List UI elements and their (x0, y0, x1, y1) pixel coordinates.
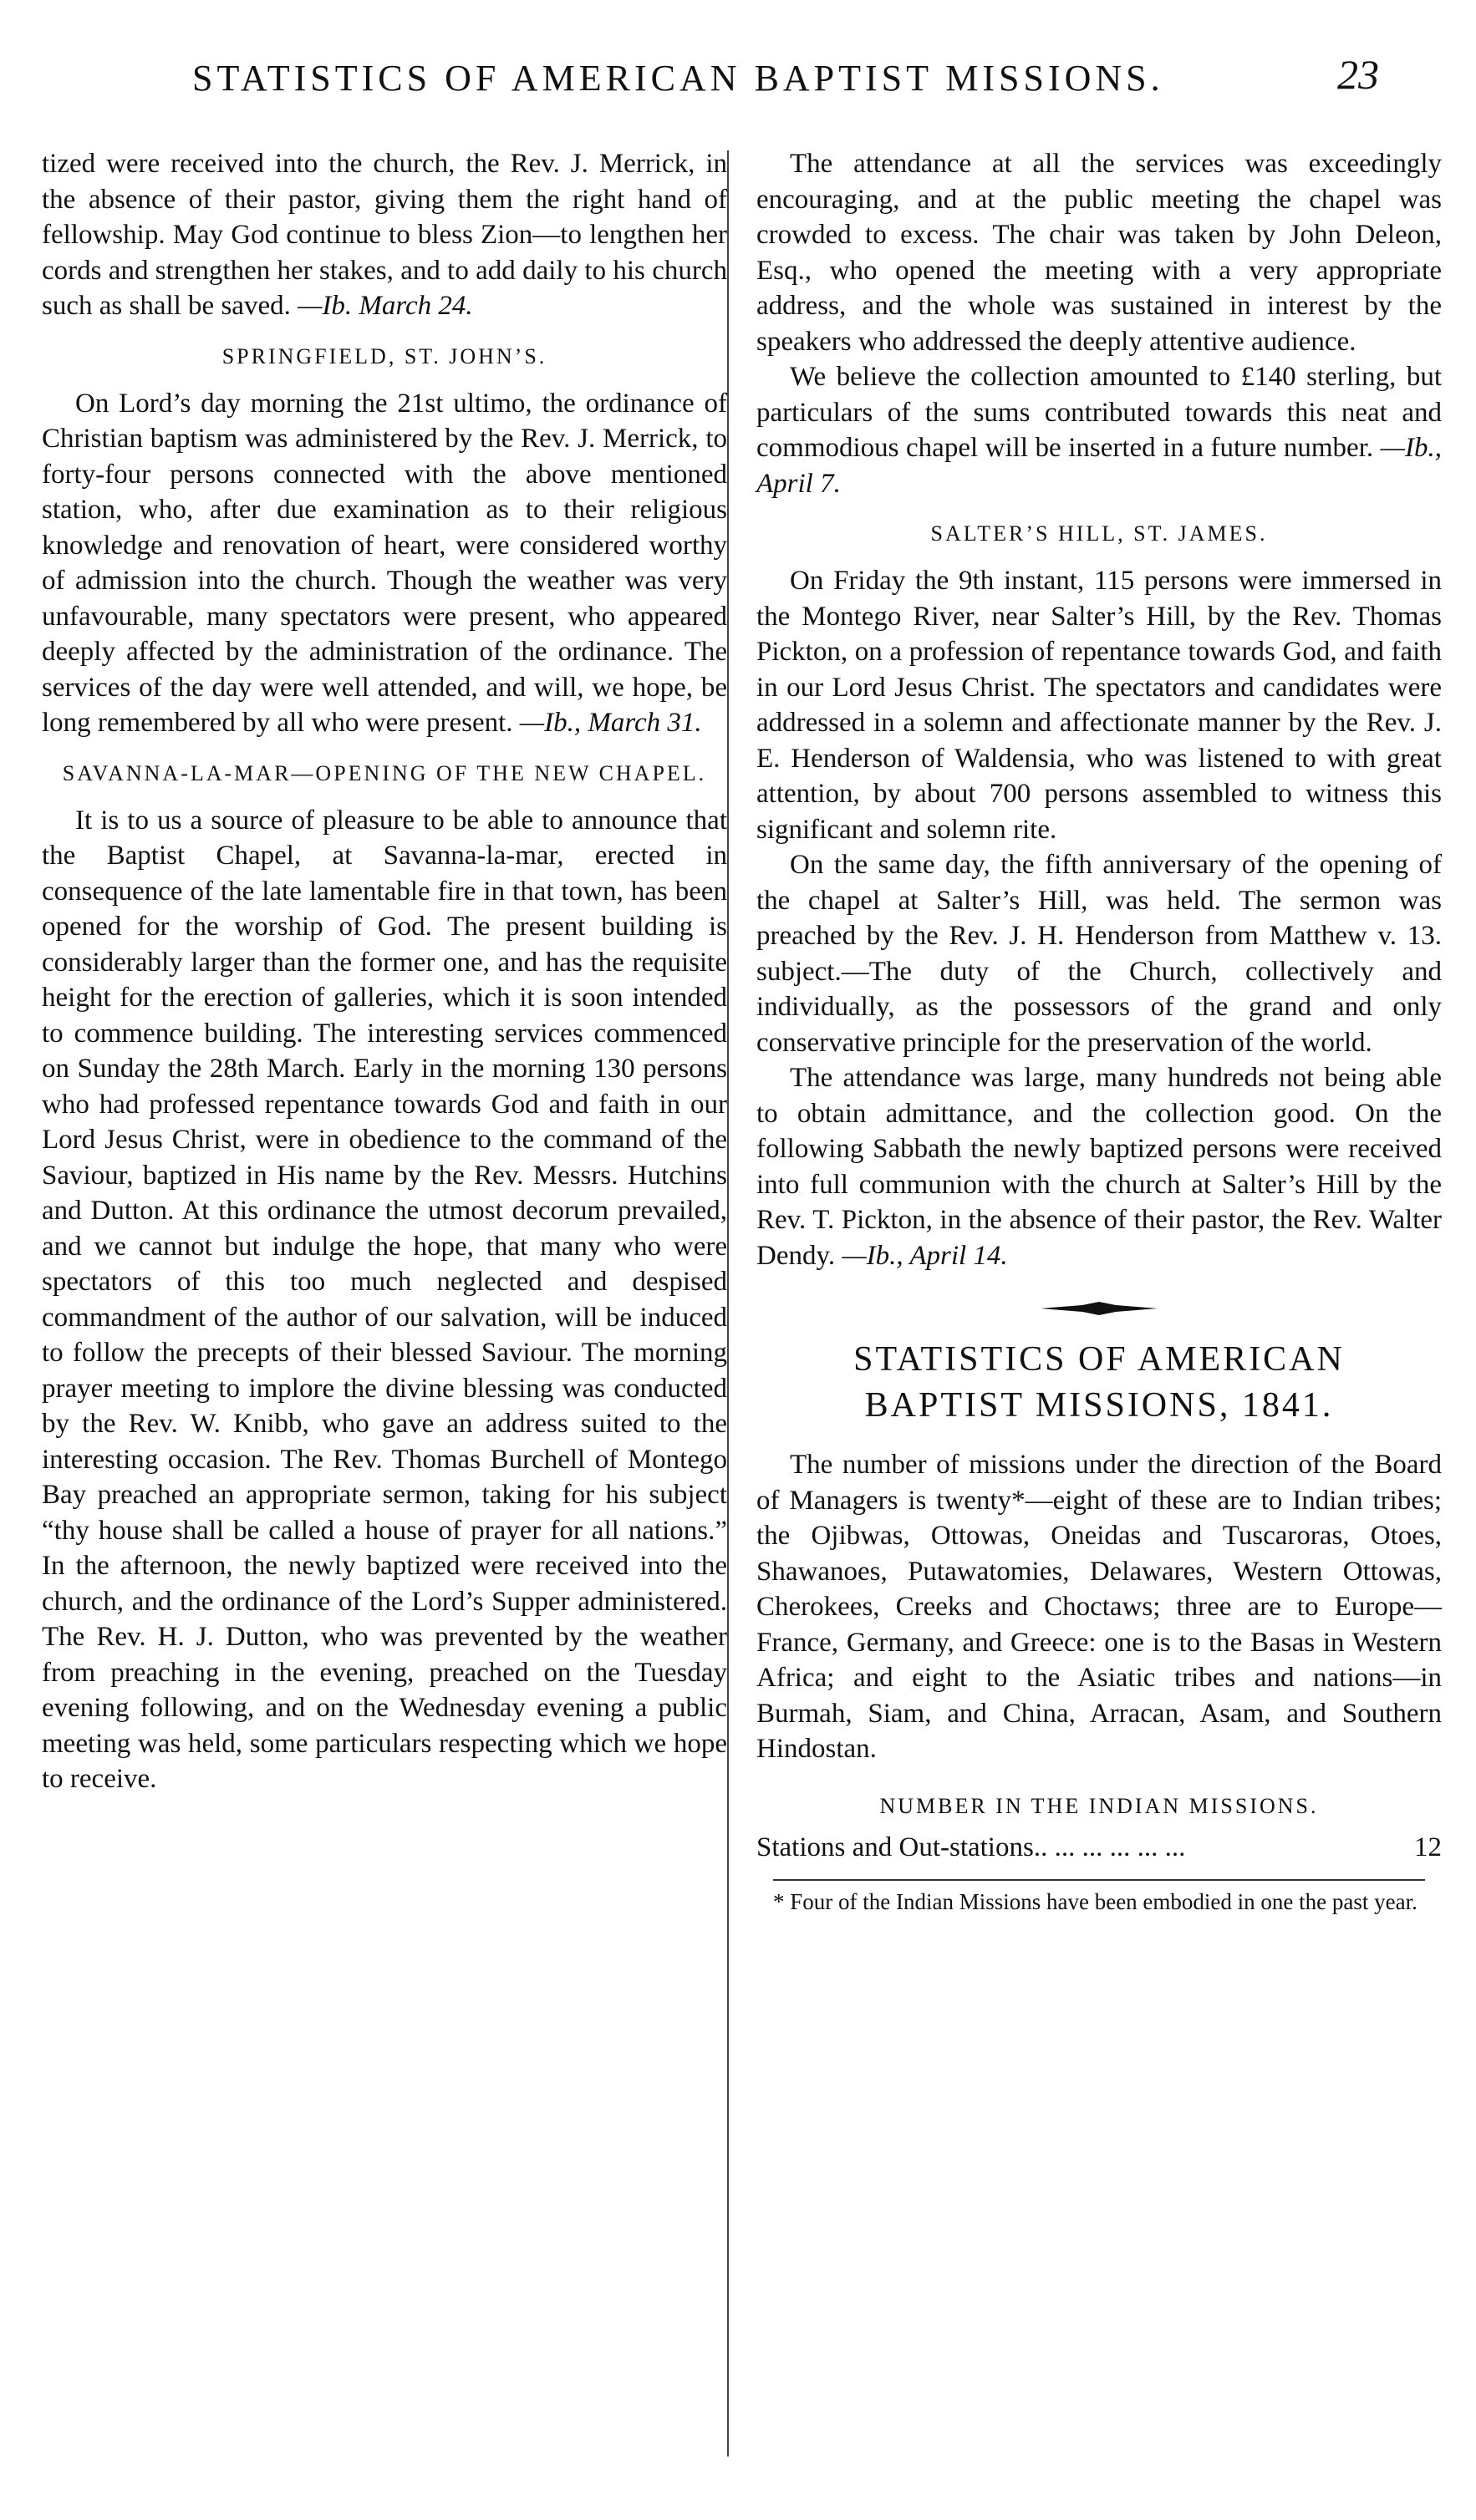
paragraph-text: The number of missions under the direction of the Board of Managers is twenty*—eight of these are to Indian tribes; the Ojibwas, Ottowas, Oneidas and Tuscaroras, Otoes, Shawanoes, Putawatomies, Delawares, Western Ottowas, Cherokees, Creeks and Choctaws; three are to Europe—France, Germany, and Greece: one is to the Basas in Western Africa; and eight to the Asiatic tribes and nations—in Burmah, Siam, and China, Arracan, Asam, and Southern Hindostan. (756, 1450, 1442, 1764)
section-title (756, 1337, 1442, 1429)
left-column (42, 146, 727, 1797)
running-head (0, 50, 1476, 109)
citation: —Ib., April 7. (756, 433, 1442, 499)
subheading-springfield: SPRINGFIELD, ST. JOHN’S. (221, 343, 547, 368)
ornament-divider-icon (1041, 1298, 1158, 1318)
stat-value: 12 (1414, 1832, 1442, 1862)
citation: —Ib. March 24. (298, 291, 473, 321)
paragraph (756, 359, 1442, 501)
paragraph-text: On Lord’s day morning the 21st ultimo, the ordinance of Christian baptism was administered by the Rev. J. Merrick, to forty-four persons connected with the above mentioned station, who, after due examination as to their religious knowledge and renovation of heart, were considered worthy of admission into the church. Though the weather was very unfavourable, many spectators were present, who appeared deeply affected by the administration of the ordinance. The services of the day were well attended, and will, we hope, be long remembered by all who were present. (42, 388, 727, 738)
footnote-rule (773, 1879, 1425, 1881)
paragraph-text: On Friday the 9th instant, 115 persons were immersed in the Montego River, near Salter’s Hill, by the Rev. Thomas Pickton, on a profession of repentance towards God, and faith in our Lord Jesus Christ. The spectators and candidates were addressed in a solemn and affectionate manner by the Rev. J. E. Henderson of Waldensia, who was listened to with great attention, by about 700 persons assembled to witness this significant and solemn rite. (756, 566, 1442, 845)
paragraph (756, 847, 1442, 1060)
right-column (756, 146, 1442, 1916)
paragraph (756, 1447, 1442, 1767)
paragraph-text: We believe the collection amounted to £140 sterling, but particulars of the sums contributed towards this neat and commodious chapel will be inserted in a future number. (756, 362, 1442, 463)
paragraph-text: The attendance was large, many hundreds not being able to obtain admittance, and the collection good. On the following Sabbath the newly baptized persons were received into full communion with the church at Salter’s Hill by the Rev. T. Pickton, in the absence of their pastor, the Rev. Walter Dendy. (756, 1063, 1442, 1271)
paragraph (756, 563, 1442, 847)
paragraph (756, 1060, 1442, 1273)
citation: —Ib., March 31. (519, 708, 702, 738)
paragraph-text: The attendance at all the services was exceedingly encouraging, and at the public meeting the chapel was crowded to excess. The chair was taken by John Deleon, Esq., who opened the meeting with a very appropriate address, and the whole was sustained in interest by the speakers who addressed the deeply attentive audience. (756, 149, 1442, 357)
citation: —Ib., April 14. (842, 1240, 1008, 1271)
subheading-savanna-la-mar: SAVANNA-LA-MAR—OPENING OF THE NEW CHAPEL. (62, 760, 707, 785)
paragraph-text: On the same day, the fifth anniversary of the opening of the chapel at Salter’s Hill, was held. The sermon was preached by the Rev. J. H. Henderson from Matthew v. 13. subject.—The duty of the Church, collectively and individually, as the possessors of the grand and only conservative principle for the preservation of the world. (756, 850, 1442, 1058)
running-title: STATISTICS OF AMERICAN BAPTIST MISSIONS. (192, 58, 1164, 99)
paragraph (42, 386, 727, 741)
column-divider (727, 150, 729, 2456)
stat-row (756, 1829, 1442, 1866)
paragraph-text: It is to us a source of pleasure to be able to announce that the Baptist Chapel, at Savanna-la-mar, erected in consequence of the late lamentable fire in that town, has been opened for the worship of God. The present building is considerably larger than the former one, and has the requisite height for the erection of galleries, which it is soon intended to commence building. The interesting services commenced on Sunday the 28th March. Early in the morning 130 persons who had professed repentance towards God and faith in our Lord Jesus Christ, were in obedience to the command of the Saviour, baptized in His name by the Rev. Messrs. Hutchins and Dutton. At this ordinance the utmost decorum prevailed, and we cannot but indulge the hope, that many who were spectators of this too much neglected and despised commandment of the author of our salvation, will be induced to follow the precepts of their blessed Saviour. The morning prayer meeting to implore the divine blessing was conducted by the Rev. W. Knibb, who gave an address suited to the interesting occasion. The Rev. Thomas Burchell of Montego Bay preached an appropriate sermon, taking for his subject “thy house shall be called a house of prayer for all nations.” In the afternoon, the newly baptized were received into the church, and the ordinance of the Lord’s Supper administered. The Rev. H. J. Dutton, who was prevented by the weather from preaching in the evening, preached on the Tuesday evening following, and on the Wednesday evening a public meeting was held, some particulars respecting which we hope to receive. (42, 805, 727, 1794)
stat-label: Stations and Out-stations.. ... ... ... ... ... (756, 1832, 1186, 1862)
table-heading: NUMBER IN THE INDIAN MISSIONS. (879, 1793, 1319, 1818)
section-title-line: STATISTICS OF AMERICAN (853, 1340, 1345, 1379)
page-number: 23 (1337, 51, 1379, 98)
subheading-salters-hill: SALTER’S HILL, ST. JAMES. (930, 521, 1268, 546)
footnote: * Four of the Indian Missions have been embodied in one the past year. (773, 1889, 1417, 1914)
section-title-line: BAPTIST MISSIONS, 1841. (864, 1386, 1334, 1425)
paragraph-text: tized were received into the church, the Rev. J. Merrick, in the absence of their pastor, giving them the right hand of fellowship. May God continue to bless Zion—to lengthen her cords and strengthen her stakes, and to add daily to his church such as shall be saved. (42, 149, 727, 321)
paragraph (756, 146, 1442, 359)
paragraph-continued (42, 146, 727, 324)
paragraph (42, 803, 727, 1797)
